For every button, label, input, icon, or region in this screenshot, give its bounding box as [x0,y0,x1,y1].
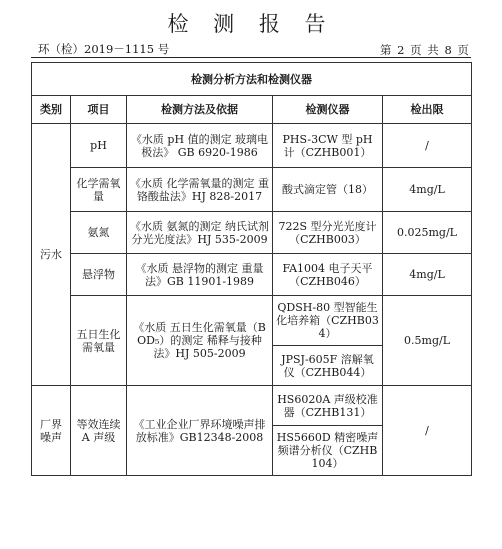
method-cell: 《水质 五日生化需氧量（BOD₅）的测定 稀释与接种法》HJ 505-2009 [127,296,273,386]
method-cell: 《水质 悬浮物的测定 重量法》GB 11901-1989 [127,254,273,296]
table-row [32,254,472,296]
table-row [32,296,472,346]
item-cell: 氨氮 [71,212,127,254]
methods-table [31,62,472,476]
header-instrument: 检测仪器 [273,96,383,124]
item-cell: 等效连续 A 声级 [71,386,127,476]
limit-cell: / [383,386,472,476]
header-item: 项目 [71,96,127,124]
table-caption-row [32,63,472,96]
top-rule [31,57,471,58]
header-method: 检测方法及依据 [127,96,273,124]
header-category: 类别 [32,96,71,124]
report-title: 检 测 报 告 [167,12,335,36]
limit-cell: 4mg/L [383,254,472,296]
limit-cell: 0.025mg/L [383,212,472,254]
instrument-cell: HS5660D 精密噪声频谱分析仪（CZHB104） [273,426,383,476]
item-cell: 五日生化需氧量 [71,296,127,386]
limit-cell: / [383,124,472,168]
header-limit: 检出限 [383,96,472,124]
table-row [32,386,472,426]
item-cell: 悬浮物 [71,254,127,296]
item-cell: pH [71,124,127,168]
report-number: 环（检）2019－1115 号 [38,42,170,56]
category-wastewater: 污水 [32,124,71,386]
instrument-cell: QDSH-80 型智能生化培养箱（CZHB034） [273,296,383,346]
limit-cell: 0.5mg/L [383,296,472,386]
limit-cell: 4mg/L [383,168,472,212]
instrument-cell: FA1004 电子天平（CZHB046） [273,254,383,296]
instrument-cell: HS6020A 声级校准器（CZHB131） [273,386,383,426]
method-cell: 《工业企业厂界环境噪声排放标准》GB12348-2008 [127,386,273,476]
table-row [32,124,472,168]
instrument-cell: 722S 型分光光度计（CZHB003） [273,212,383,254]
method-cell: 《水质 pH 值的测定 玻璃电极法》 GB 6920-1986 [127,124,273,168]
page-indicator: 第 2 页 共 8 页 [380,43,470,57]
table-header-row [32,96,472,124]
instrument-cell: 酸式滴定管（18） [273,168,383,212]
instrument-cell: JPSJ-605F 溶解氧仪（CZHB044） [273,346,383,386]
method-cell: 《水质 化学需氧量的测定 重铬酸盐法》HJ 828-2017 [127,168,273,212]
table-row [32,168,472,212]
table-row [32,212,472,254]
instrument-cell: PHS-3CW 型 pH 计（CZHB001） [273,124,383,168]
item-cell: 化学需氧量 [71,168,127,212]
table-caption: 检测分析方法和检测仪器 [32,63,472,96]
method-cell: 《水质 氨氮的测定 纳氏试剂分光光度法》HJ 535-2009 [127,212,273,254]
category-noise: 厂界噪声 [32,386,71,476]
